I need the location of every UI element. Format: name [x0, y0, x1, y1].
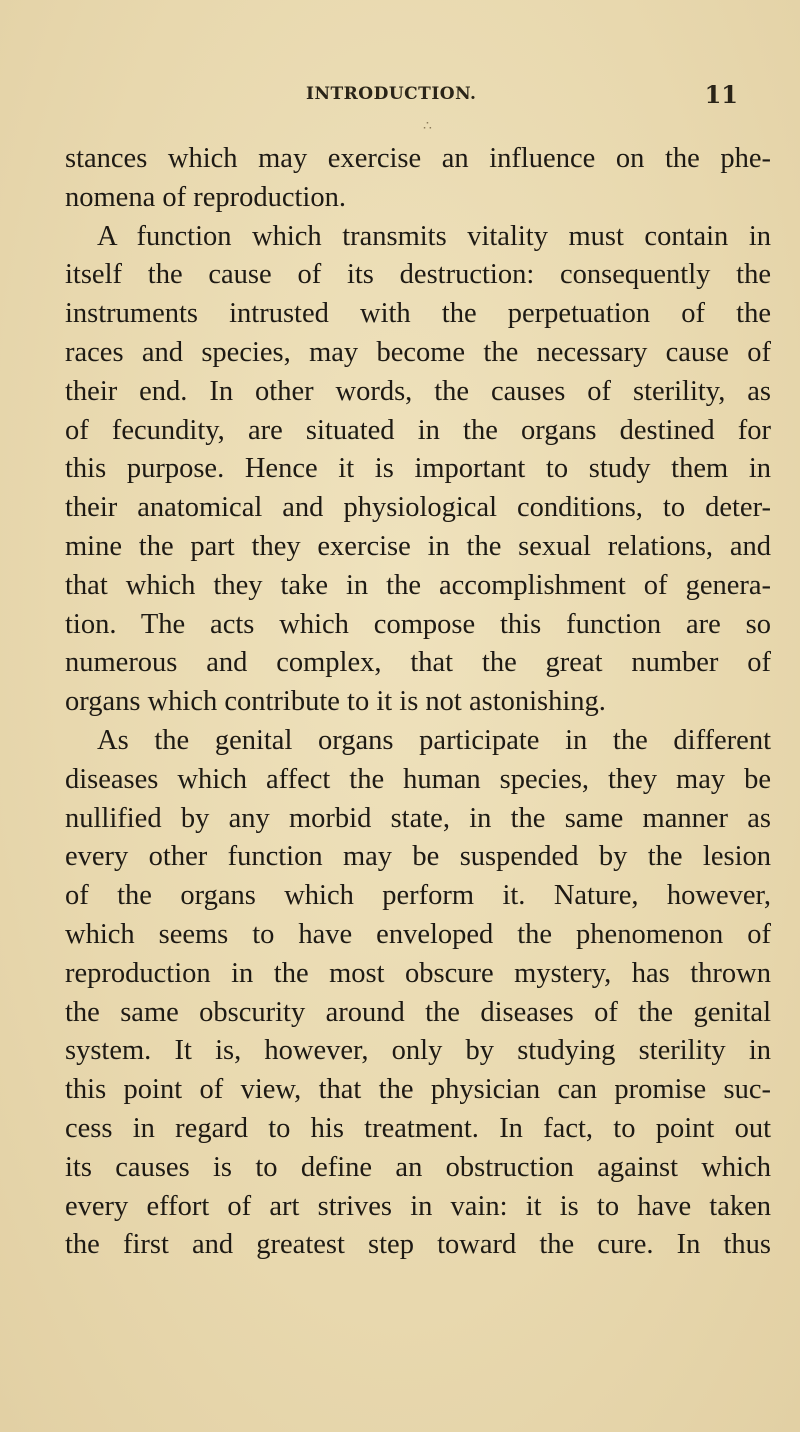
text-line: system. It is, however, only by studying sterility in [65, 1035, 771, 1067]
text-line: the first and greatest step toward the cure. In thus [65, 1229, 771, 1261]
text-line: its causes is to define an obstruction against which [65, 1151, 771, 1183]
text-line: every other function may be suspended by the lesion [65, 841, 771, 873]
text-line: races and species, may become the necessary cause of [65, 336, 771, 368]
paragraph-start-line: A function which transmits vitality must contain in [97, 220, 771, 252]
text-line: the same obscurity around the diseases of the genital [65, 996, 771, 1028]
text-line: diseases which affect the human species, they may be [65, 763, 771, 795]
text-line: numerous and complex, that the great number of [65, 647, 771, 679]
body-text [65, 140, 771, 1265]
text-line: nullified by any morbid state, in the same manner as [65, 802, 771, 834]
text-line: cess in regard to his treatment. In fact, to point out [65, 1112, 771, 1144]
text-line: that which they take in the accomplishment of genera- [65, 569, 771, 601]
text-line: organs which contribute to it is not astonishing. [65, 686, 606, 718]
text-line: tion. The acts which compose this function are so [65, 608, 771, 640]
text-line: this point of view, that the physician can promise suc- [65, 1074, 771, 1106]
paragraph-start-line: As the genital organs participate in the different [97, 724, 771, 756]
text-line: mine the part they exercise in the sexual relations, and [65, 530, 771, 562]
text-line: which seems to have enveloped the phenomenon of [65, 918, 771, 950]
text-line: every effort of art strives in vain: it is to have taken [65, 1190, 771, 1222]
text-line: stances which may exercise an influence on the phe- [65, 143, 771, 174]
text-line: instruments intrusted with the perpetuation of the [65, 298, 771, 330]
text-line: itself the cause of its destruction: consequently the [65, 259, 771, 291]
running-title: INTRODUCTION. [306, 84, 477, 104]
text-line: reproduction in the most obscure mystery, has thrown [65, 957, 771, 989]
text-line: their end. In other words, the causes of sterility, as [65, 375, 771, 407]
text-line: nomena of reproduction. [65, 181, 346, 213]
printer-mark: ∴ [423, 119, 432, 134]
text-line: this purpose. Hence it is important to study them in [65, 453, 771, 485]
text-line: of fecundity, are situated in the organs destined for [65, 414, 771, 446]
text-line: their anatomical and physiological conditions, to deter- [65, 492, 771, 524]
running-head [306, 80, 738, 114]
text-line: of the organs which perform it. Nature, however, [65, 880, 771, 912]
page-number: 11 [704, 80, 738, 109]
